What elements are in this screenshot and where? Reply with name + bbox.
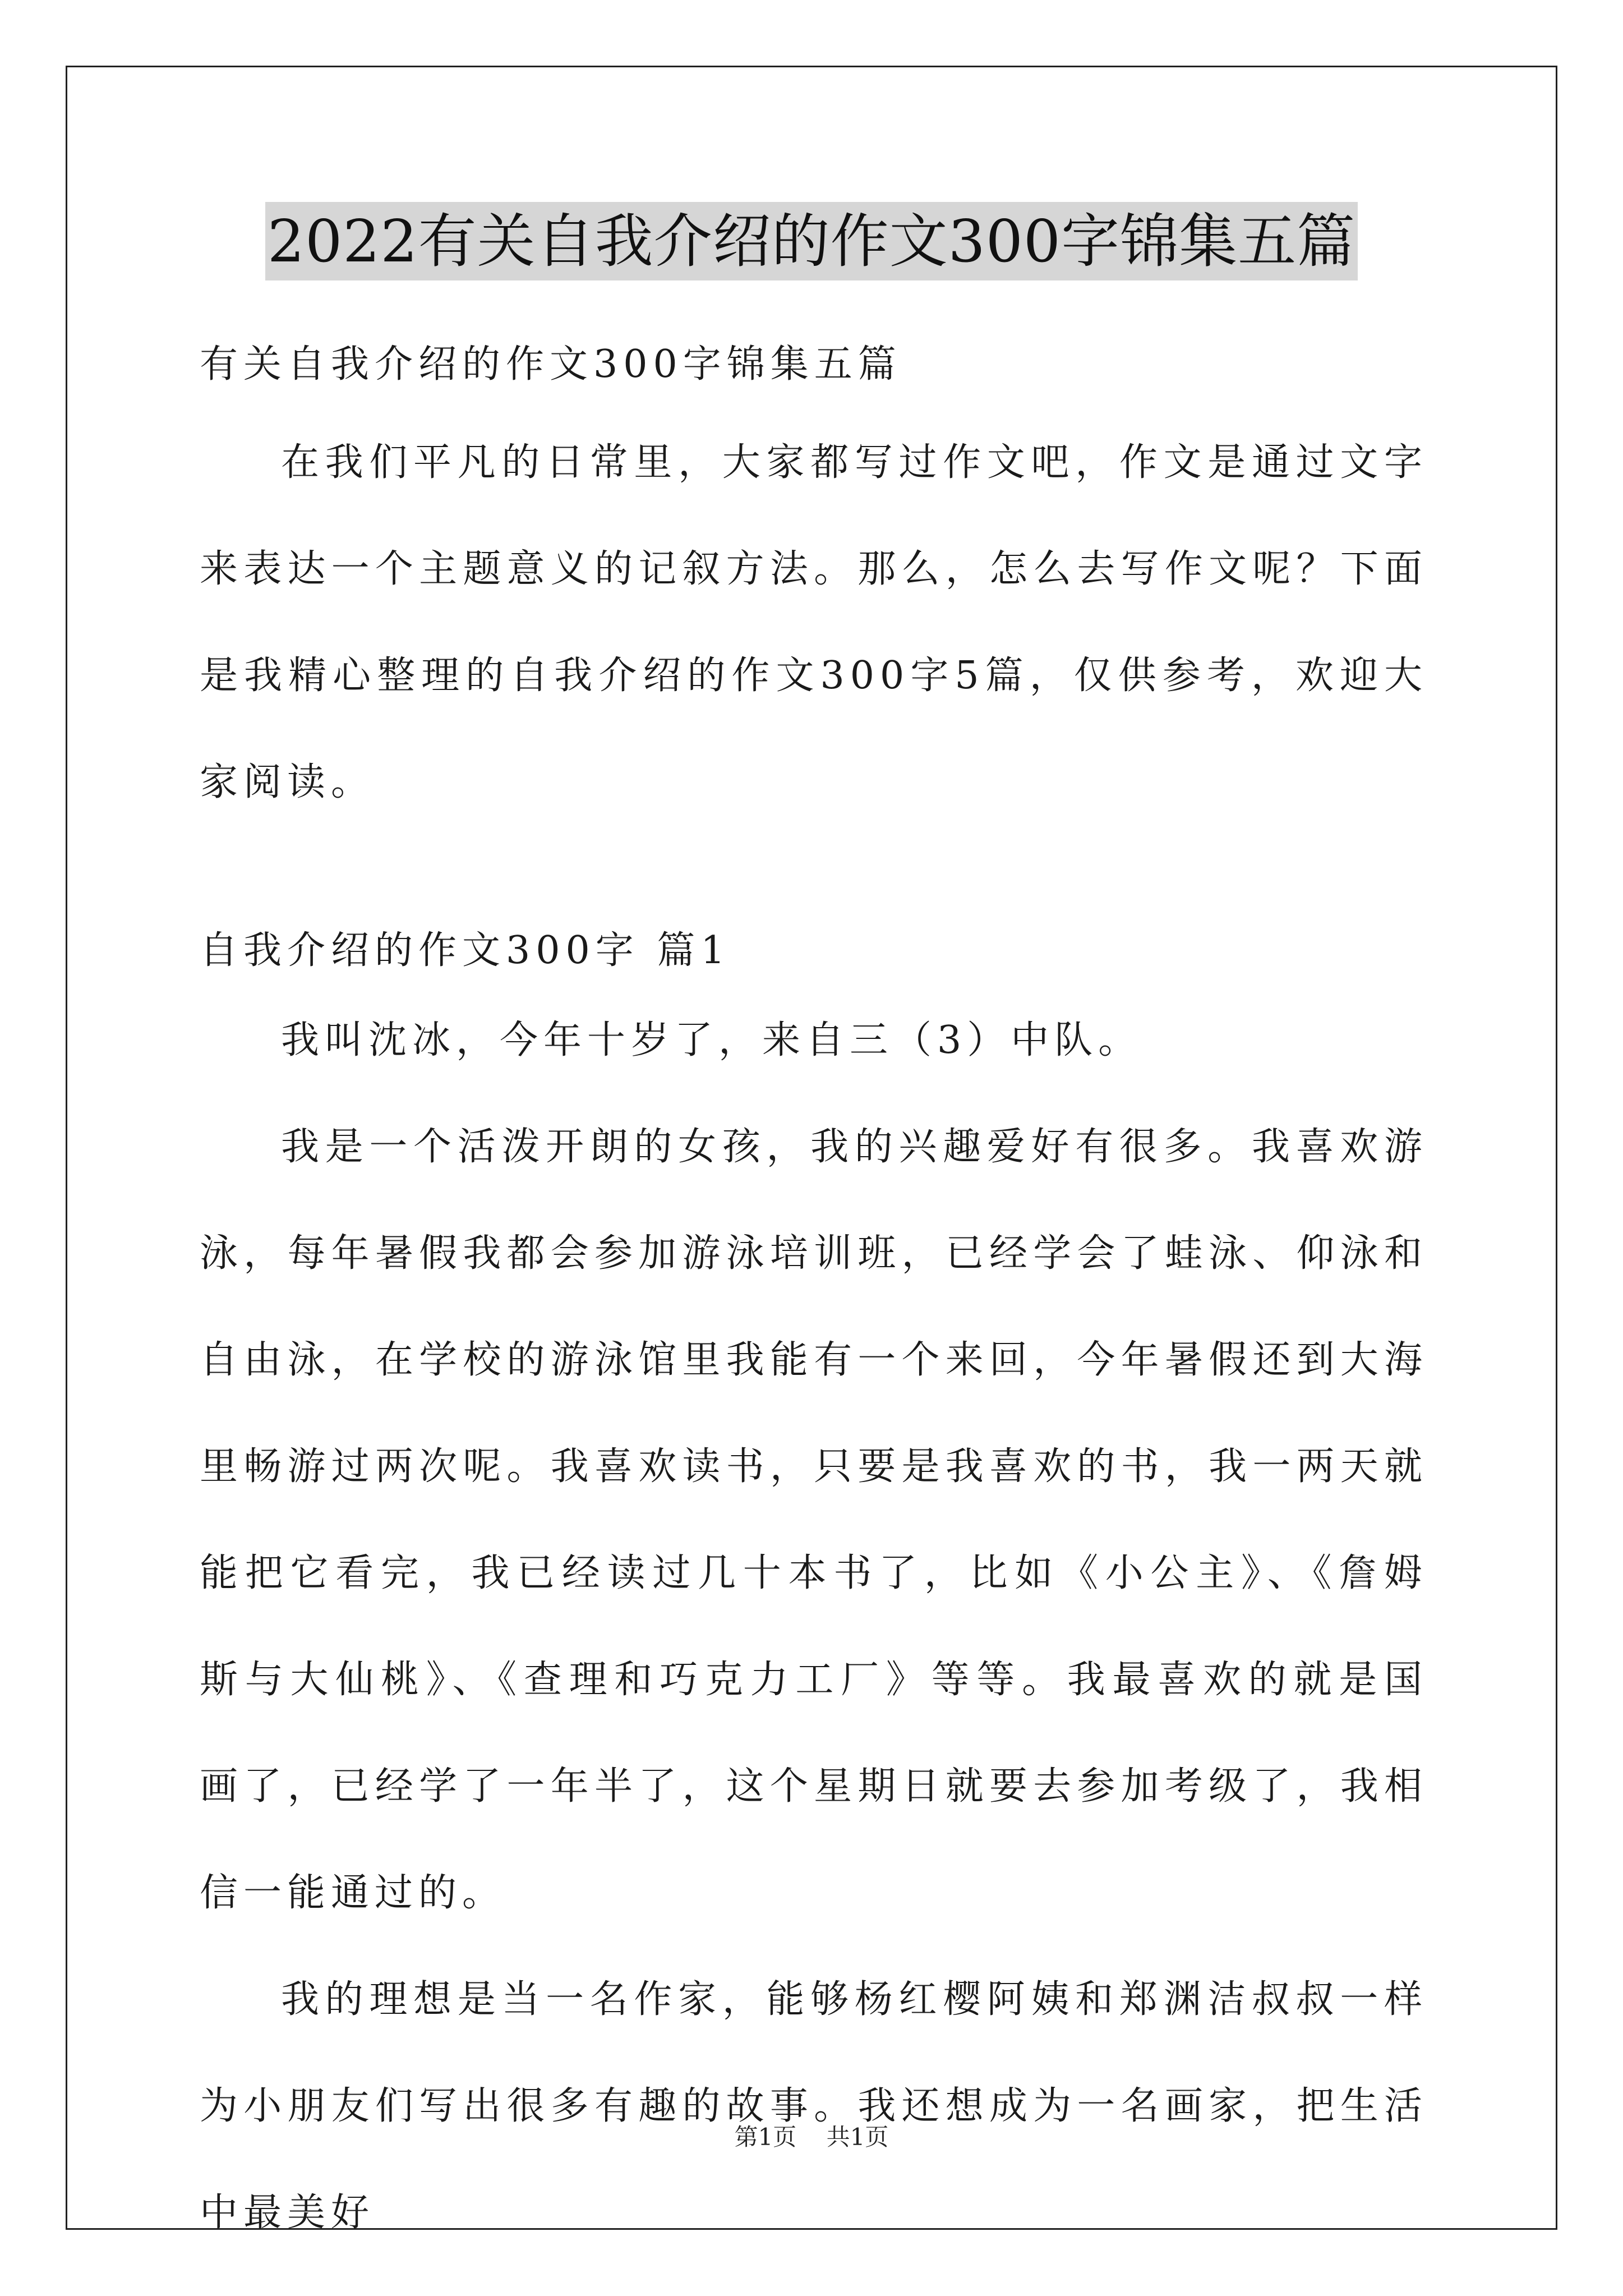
page-total: 共1页 <box>826 2123 889 2151</box>
document-title: 2022有关自我介绍的作文300字锦集五篇 <box>265 202 1358 280</box>
body-paragraph-2: 我是一个活泼开朗的女孩，我的兴趣爱好有很多。我喜欢游泳，每年暑假我都会参加游泳培训班，已经学会了蛙泳、仰泳和自由泳，在学校的游泳馆里我能有一个来回，今年暑假还到大海里畅游过两次呢。我喜欢读书，只要是我喜欢的书，我一两天就能把它看完，我已经读过几十本书了，比如《小公主》、《詹姆斯与大仙桃》、《查理和巧克力工厂》等等。我最喜欢的就是国画了，已经学了一年半了，这个星期日就要去参加考级了，我相信一能通过的。 <box>200 1125 1428 1915</box>
section-heading: 自我介绍的作文300字 篇1 <box>200 928 731 973</box>
page-number: 第1页 <box>734 2123 797 2151</box>
document-subtitle: 有关自我介绍的作文300字锦集五篇 <box>200 342 902 386</box>
page-footer <box>0 2120 1623 2154</box>
intro-paragraph: 在我们平凡的日常里，大家都写过作文吧，作文是通过文字来表达一个主题意义的记叙方法。那么，怎么去写作文呢？下面是我精心整理的自我介绍的作文300字5篇，仅供参考，欢迎大家阅读。 <box>200 440 1428 804</box>
title-container <box>0 202 1623 280</box>
document-body <box>200 314 1428 2266</box>
body-paragraph-1: 我叫沈冰，今年十岁了，来自三（3）中队。 <box>281 1018 1142 1062</box>
body-paragraph-3: 我的理想是当一名作家，能够杨红樱阿姨和郑渊洁叔叔一样为小朋友们写出很多有趣的故事。我还想成为一名画家，把生活中最美好 <box>200 1977 1428 2235</box>
